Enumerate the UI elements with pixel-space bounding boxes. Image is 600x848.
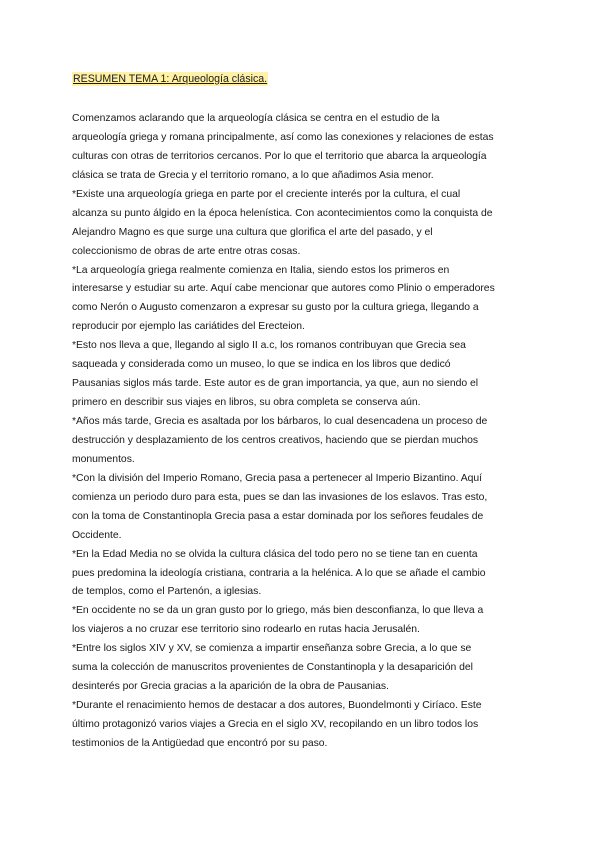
text-line: con la toma de Constantinopla Grecia pasa a estar dominada por los señores feudales de	[72, 510, 484, 522]
text-line: monumentos.	[72, 453, 135, 465]
text-line: clásica se trata de Grecia y el territorio romano, a lo que añadimos Asia menor.	[72, 169, 434, 181]
text-line: pues predomina la ideología cristiana, contraria a la helénica. A lo que se añade el cambio	[72, 567, 486, 579]
text-line: coleccionismo de obras de arte entre otras cosas.	[72, 245, 301, 257]
text-line: *Años más tarde, Grecia es asaltada por los bárbaros, lo cual desencadena un proceso de	[72, 416, 488, 427]
text-line: interesarse y estudiar su arte. Aquí cabe mencionar que autores como Plinio o emperadores	[72, 283, 495, 295]
document-body	[72, 110, 534, 754]
text-line: último protagonizó varios viajes a Grecia en el siglo XV, recopilando en un libro todos los	[72, 719, 479, 730]
text-line: de templos, como el Partenón, a iglesias.	[72, 586, 262, 598]
text-line: *Existe una arqueología griega en parte por el creciente interés por la cultura, el cual	[72, 188, 461, 200]
text-line: arqueología griega y romana principalmente, así como las conexiones y relaciones de estas	[72, 131, 494, 143]
text-line: Comenzamos aclarando que la arqueología clásica se centra en el estudio de la	[72, 113, 440, 124]
text-line: *En occidente no se da un gran gusto por lo griego, más bien desconfianza, lo que lleva a	[72, 605, 484, 617]
text-line: destrucción y desplazamiento de los centros creativos, haciendo que se pierdan muchos	[72, 434, 479, 446]
text-line: Alejandro Magno es que surge una cultura que glorifica el arte del pasado, y el	[72, 226, 433, 238]
text-line: como Nerón o Augusto comenzaron a expresar su gusto por la cultura griega, llegando a	[72, 302, 479, 314]
document-title: RESUMEN TEMA 1: Arqueología clásica.	[73, 73, 268, 85]
text-line: Pausanias siglos más tarde. Este autor es de gran importancia, ya que, aun no siendo el	[72, 378, 479, 390]
text-line: testimonios de la Antigüedad que encontró por su paso.	[72, 737, 328, 749]
text-line: reproducir por ejemplo las cariátides del Erecteion.	[72, 321, 305, 333]
text-line: los viajeros a no cruzar ese territorio sino rodearlo en rutas hacia Jerusalén.	[72, 624, 420, 636]
text-line: *Durante el renacimiento hemos de destacar a dos autores, Buondelmonti y Ciríaco. Este	[72, 700, 482, 712]
text-line: alcanza su punto álgido en la época helenística. Con acontecimientos como la conquista de	[72, 207, 493, 219]
text-line: culturas con otras de territorios cercanos. Por lo que el territorio que abarca la arqueología	[72, 150, 487, 162]
text-line: suma la colección de manuscritos provenientes de Constantinopla y la desaparición del	[72, 662, 473, 674]
text-line: *Con la división del Imperio Romano, Grecia pasa a pertenecer al Imperio Bizantino. Aquí	[72, 472, 483, 484]
text-line: Occidente.	[72, 529, 122, 541]
text-line: *Entre los siglos XIV y XV, se comienza a impartir enseñanza sobre Grecia, a lo que se	[72, 643, 472, 655]
text-line: *En la Edad Media no se olvida la cultura clásica del todo pero no se tiene tan en cuenta	[72, 548, 478, 560]
text-line: desinterés por Grecia gracias a la aparición de la obra de Pausanias.	[72, 681, 389, 693]
text-line: primero en describir sus viajes en libros, su obra completa se conserva aún.	[72, 397, 421, 409]
text-line: *La arqueología griega realmente comienza en Italia, siendo estos los primeros en	[72, 264, 450, 276]
text-line: saqueada y considerada como un museo, lo que se indica en los libros que dedicó	[72, 359, 451, 371]
text-line: comienza un periodo duro para esta, pues se dan las invasiones de los eslavos. Tras esto,	[72, 491, 488, 503]
text-line: *Esto nos lleva a que, llegando al siglo II a.c, los romanos contribuyan que Grecia sea	[72, 340, 466, 352]
